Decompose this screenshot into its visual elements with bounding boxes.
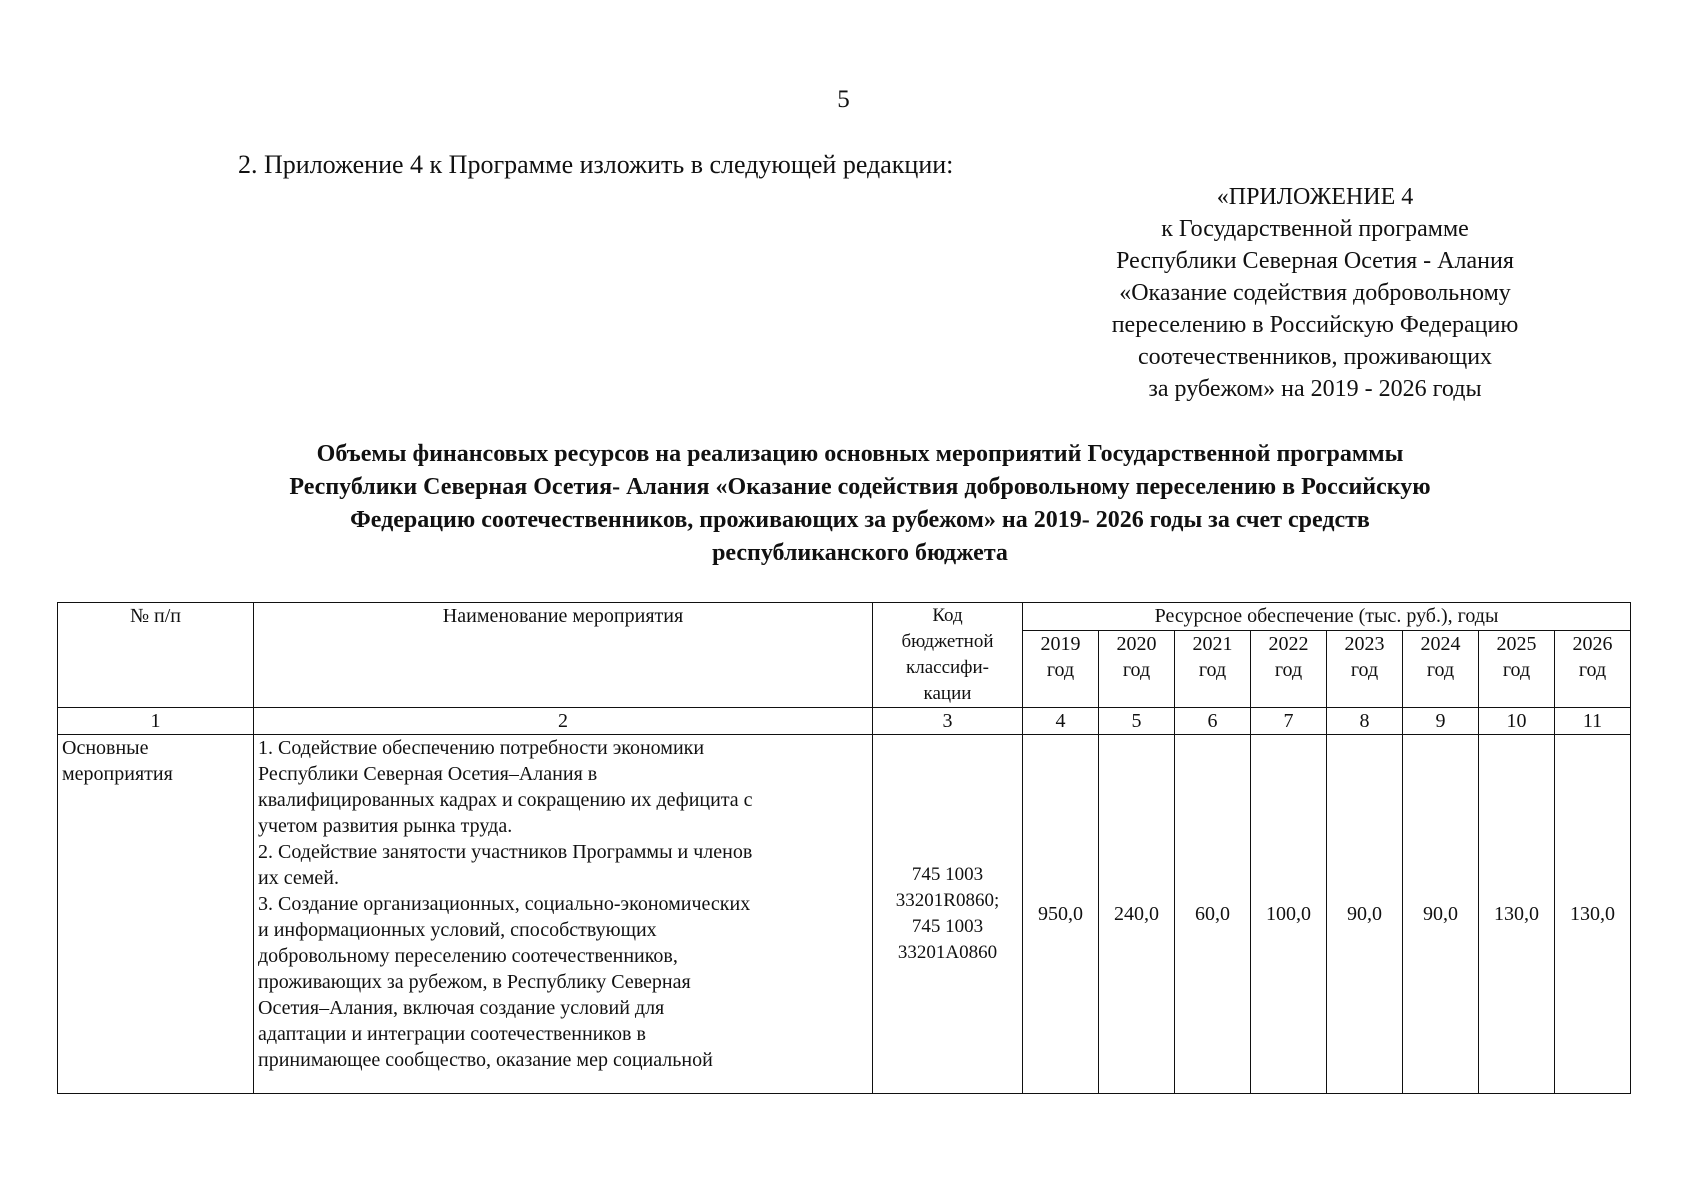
header-year-value: 2026 [1572,632,1613,655]
row-budget-code-line: 745 1003 [911,916,984,937]
header-year-suffix: год [1426,658,1455,681]
header-year-2022 [1251,630,1327,707]
column-number: 10 [1479,708,1555,735]
row-description-line: квалифицированных кадрах и сокращению их дефицита с [258,789,753,811]
row-value-2021: 60,0 [1175,735,1251,1094]
header-year-value: 2024 [1420,632,1461,655]
row-value-2025: 130,0 [1479,735,1555,1094]
header-year-value: 2019 [1040,632,1081,655]
row-description-line: проживающих за рубежом, в Республику Северная [258,971,691,993]
appendix-header-line: «Оказание содействия добровольному [1119,280,1511,306]
row-value-2019: 950,0 [1023,735,1099,1094]
document-title-line: Федерацию соотечественников, проживающих за рубежом» на 2019- 2026 годы за счет средств [350,507,1370,533]
header-budget-code-line: бюджетной [901,631,994,652]
header-budget-code-line: Код [932,605,963,626]
row-budget-code-line: 745 1003 [911,864,984,885]
header-measure-name: Наименование мероприятия [254,603,873,708]
row-category-line: Основные [62,737,149,759]
row-description-line: 1. Содействие обеспечению потребности экономики [258,737,705,759]
header-resources: Ресурсное обеспечение (тыс. руб.), годы [1023,603,1631,631]
column-number: 8 [1327,708,1403,735]
column-number: 5 [1099,708,1175,735]
header-year-suffix: год [1046,658,1075,681]
row-description-line: принимающее сообщество, оказание мер социальной [258,1049,713,1071]
header-budget-code-line: классифи- [906,657,989,678]
header-year-2026 [1555,630,1631,707]
row-description-line: учетом развития рынка труда. [258,815,513,837]
row-value-2023: 90,0 [1327,735,1403,1094]
row-value-2020: 240,0 [1099,735,1175,1094]
document-title [120,438,1600,570]
header-year-2021 [1175,630,1251,707]
header-year-2023 [1327,630,1403,707]
row-description-line: Республики Северная Осетия–Алания в [258,763,598,785]
row-description-line: адаптации и интеграции соотечественников в [258,1023,646,1045]
column-number: 7 [1251,708,1327,735]
document-title-line: Республики Северная Осетия- Алания «Оказание содействия добровольному переселению в Российскую [289,474,1431,500]
appendix-header-line: Республики Северная Осетия - Алания [1116,248,1514,274]
header-year-suffix: год [1274,658,1303,681]
appendix-header-line: соотечественников, проживающих [1137,344,1493,370]
header-year-value: 2020 [1116,632,1157,655]
row-value-2022: 100,0 [1251,735,1327,1094]
header-year-suffix: год [1198,658,1227,681]
header-year-2020 [1099,630,1175,707]
header-year-value: 2023 [1344,632,1385,655]
header-year-suffix: год [1502,658,1531,681]
document-title-line: республиканского бюджета [712,540,1008,566]
document-title-line: Объемы финансовых ресурсов на реализацию основных мероприятий Государственной программы [316,441,1404,467]
header-year-suffix: год [1122,658,1151,681]
appendix-header [1045,181,1585,405]
header-budget-code [873,603,1023,708]
appendix-header-line: переселению в Российскую Федерацию [1111,312,1519,338]
header-year-value: 2022 [1268,632,1309,655]
row-budget-code-line: 33201R0860; [895,890,1000,911]
row-value-2024: 90,0 [1403,735,1479,1094]
header-year-suffix: год [1350,658,1379,681]
row-description-line: 3. Создание организационных, социально-экономических [258,893,751,915]
header-year-suffix: год [1578,658,1607,681]
column-number: 9 [1403,708,1479,735]
column-number-row [58,708,1631,735]
header-year-2025 [1479,630,1555,707]
row-description-line: Осетия–Алания, включая создание условий для [258,997,665,1019]
row-description-line: 2. Содействие занятости участников Программы и членов [258,841,753,863]
header-budget-code-line: кации [923,683,972,704]
row-category-line: мероприятия [62,763,173,785]
row-description-line: их семей. [258,867,339,889]
row-description-line: добровольному переселению соотечественников, [258,945,678,967]
appendix-header-line: к Государственной программе [1161,216,1469,242]
column-number: 11 [1555,708,1631,735]
financing-table [57,602,1631,1094]
appendix-header-line: «ПРИЛОЖЕНИЕ 4 [1216,184,1414,210]
table-row [58,735,1631,1094]
row-budget-code-line: 33201A0860 [897,942,998,963]
column-number: 3 [873,708,1023,735]
row-description [254,735,873,1094]
page-number: 5 [837,86,850,113]
intro-paragraph: 2. Приложение 4 к Программе изложить в следующей редакции: [238,150,954,179]
header-year-2024 [1403,630,1479,707]
column-number: 4 [1023,708,1099,735]
header-year-2019 [1023,630,1099,707]
row-description-line: и информационных условий, способствующих [258,919,657,941]
column-number: 6 [1175,708,1251,735]
column-number: 2 [254,708,873,735]
header-year-value: 2021 [1192,632,1233,655]
appendix-header-line: за рубежом» на 2019 - 2026 годы [1148,376,1482,402]
row-category [58,735,254,1094]
row-value-2026: 130,0 [1555,735,1631,1094]
column-number: 1 [58,708,254,735]
row-budget-code [873,735,1023,1094]
header-number: № п/п [58,603,254,708]
header-year-value: 2025 [1496,632,1537,655]
